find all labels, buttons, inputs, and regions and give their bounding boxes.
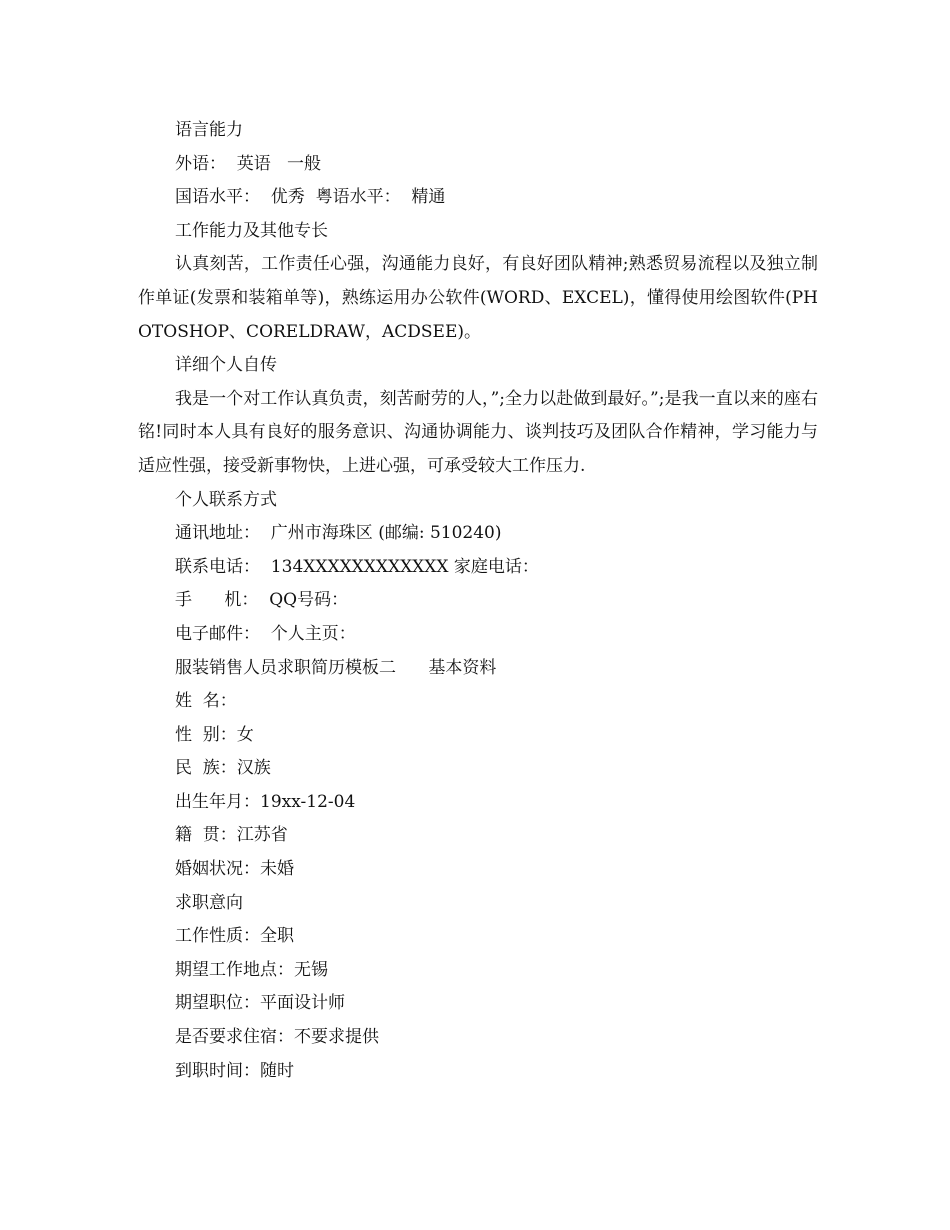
document-body bbox=[138, 114, 818, 1088]
job-type-line: 工作性质：全职 bbox=[175, 926, 294, 947]
section-heading-language: 语言能力 bbox=[175, 120, 243, 140]
contact-mobile-line: 手 机： QQ号码： bbox=[175, 590, 349, 611]
contact-email-line: 电子邮件： 个人主页： bbox=[175, 623, 356, 644]
marital-status-line: 婚姻状况：未婚 bbox=[175, 859, 294, 880]
template-title-line: 服装销售人员求职简历模板二 基本资料 bbox=[175, 657, 497, 678]
accommodation-line: 是否要求住宿：不要求提供 bbox=[175, 1027, 379, 1048]
start-date-line: 到职时间：随时 bbox=[175, 1060, 294, 1081]
gender-line: 性 别：女 bbox=[175, 724, 254, 745]
foreign-language-line: 外语： 英语 一般 bbox=[175, 153, 322, 174]
contact-phone-line: 联系电话： 134XXXXXXXXXXXX 家庭电话： bbox=[175, 556, 539, 577]
contact-address-line: 通讯地址： 广州市海珠区 (邮编: 510240) bbox=[175, 523, 502, 544]
name-line: 姓 名： bbox=[175, 691, 237, 712]
birthdate-line: 出生年月：19xx-12-04 bbox=[175, 791, 356, 812]
section-heading-contact: 个人联系方式 bbox=[175, 489, 277, 510]
job-position-line: 期望职位：平面设计师 bbox=[175, 993, 345, 1014]
section-heading-skills: 工作能力及其他专长 bbox=[175, 220, 328, 241]
skills-paragraph: 认真刻苦，工作责任心强，沟通能力良好，有良好团队精神;熟悉贸易流程以及独立制作单证(发票和装箱单等)，熟练运用办公软件(WORD、EXCEL)，懂得使用绘图软件(PHOTOSHOP、CORELDRAW，ACDSEE)。 bbox=[138, 254, 818, 342]
ethnicity-line: 民 族：汉族 bbox=[175, 758, 271, 779]
hometown-line: 籍 贯：江苏省 bbox=[175, 825, 288, 846]
dialect-level-line: 国语水平： 优秀 粤语水平： 精通 bbox=[175, 187, 446, 208]
section-heading-job-intention: 求职意向 bbox=[175, 892, 243, 913]
autobiography-paragraph: 我是一个对工作认真负责，刻苦耐劳的人，”;全力以赴做到最好。”;是我一直以来的座右铭!同时本人具有良好的服务意识、沟通协调能力、谈判技巧及团队合作精神，学习能力与适应性强，接受新事物快，上进心强，可承受较大工作压力. bbox=[138, 388, 818, 476]
job-location-line: 期望工作地点：无锡 bbox=[175, 959, 328, 980]
section-heading-autobiography: 详细个人自传 bbox=[175, 355, 277, 376]
